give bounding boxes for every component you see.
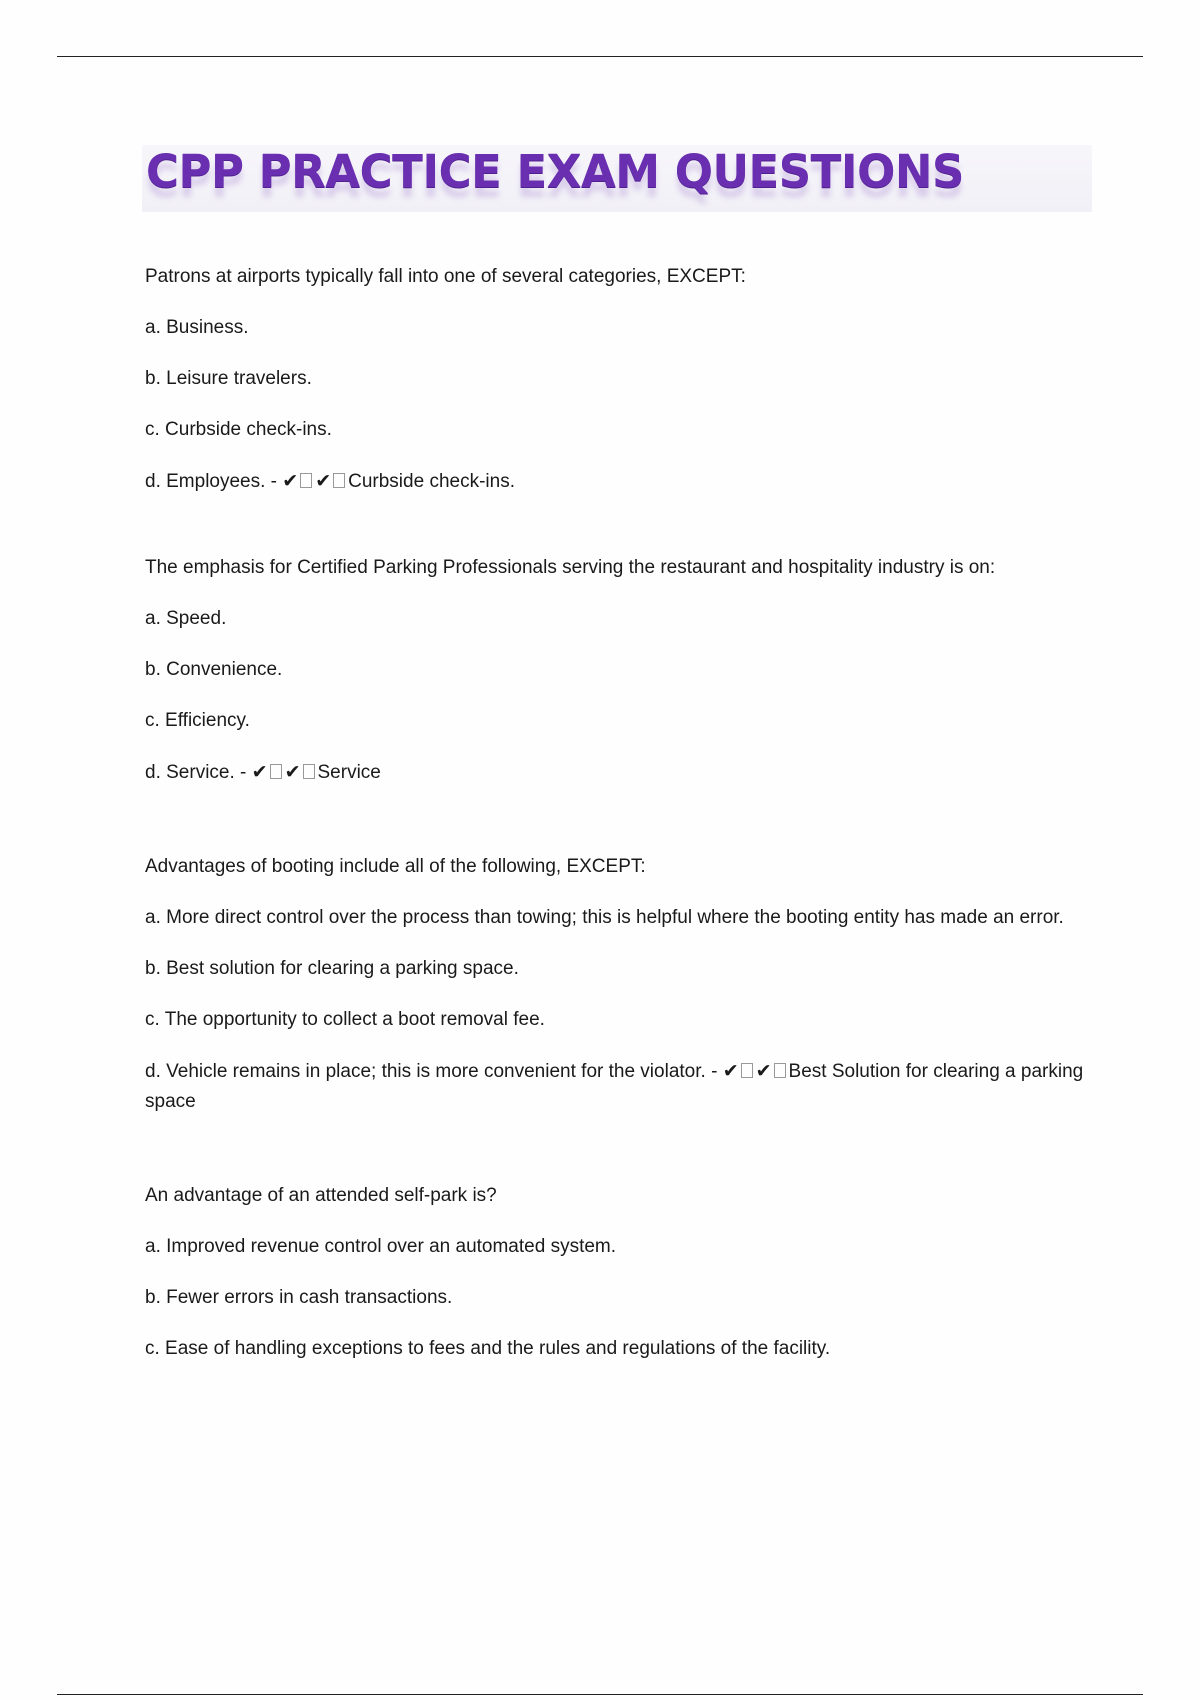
option-b: b. Convenience.	[145, 659, 283, 680]
box-glyph-icon	[774, 1063, 786, 1078]
question-text: Advantages of booting include all of the following, EXCEPT:	[145, 856, 646, 877]
check-icon: ✔	[755, 1060, 772, 1082]
question-block	[145, 553, 1085, 788]
option-c: c. The opportunity to collect a boot removal fee.	[145, 1009, 545, 1030]
question-text: The emphasis for Certified Parking Professionals serving the restaurant and hospitality industry is on:	[145, 557, 996, 578]
option-d: d. Service. -	[145, 762, 247, 783]
answer-text: Best Solution for clearing a parking space	[145, 1061, 1084, 1112]
box-glyph-icon	[303, 764, 315, 779]
check-icon: ✔	[251, 761, 268, 783]
option-d-with-answer	[145, 1056, 1085, 1117]
option-d-with-answer	[145, 757, 1085, 788]
option-c: c. Curbside check-ins.	[145, 419, 332, 440]
page-title: CPP PRACTICE EXAM QUESTIONS	[146, 145, 964, 198]
box-glyph-icon	[741, 1063, 753, 1078]
question-text: Patrons at airports typically fall into one of several categories, EXCEPT:	[145, 266, 746, 287]
question-text: An advantage of an attended self-park is?	[145, 1185, 497, 1206]
answer-text: Curbside check-ins.	[348, 471, 515, 492]
option-a: a. More direct control over the process than towing; this is helpful where the booting entity has made an error.	[145, 907, 1064, 928]
questions-content	[145, 262, 1085, 1434]
option-d: d. Employees. -	[145, 471, 277, 492]
question-block	[145, 1181, 1085, 1364]
option-a: a. Speed.	[145, 608, 227, 629]
top-rule	[57, 56, 1143, 57]
option-b: b. Leisure travelers.	[145, 368, 312, 389]
option-a: a. Improved revenue control over an automated system.	[145, 1236, 617, 1257]
option-c: c. Ease of handling exceptions to fees and the rules and regulations of the facility.	[145, 1338, 831, 1359]
question-block	[145, 262, 1085, 497]
check-icon: ✔	[284, 761, 301, 783]
option-b: b. Fewer errors in cash transactions.	[145, 1287, 453, 1308]
option-b: b. Best solution for clearing a parking space.	[145, 958, 519, 979]
check-icon: ✔	[722, 1060, 739, 1082]
option-a: a. Business.	[145, 317, 249, 338]
question-block	[145, 852, 1085, 1117]
check-icon: ✔	[282, 470, 299, 492]
bottom-rule	[57, 1694, 1143, 1695]
check-icon: ✔	[315, 470, 332, 492]
box-glyph-icon	[333, 473, 345, 488]
box-glyph-icon	[300, 473, 312, 488]
option-d: d. Vehicle remains in place; this is more convenient for the violator. -	[145, 1061, 718, 1082]
box-glyph-icon	[270, 764, 282, 779]
option-d-with-answer	[145, 466, 1085, 497]
option-c: c. Efficiency.	[145, 710, 250, 731]
answer-text: Service	[317, 762, 381, 783]
